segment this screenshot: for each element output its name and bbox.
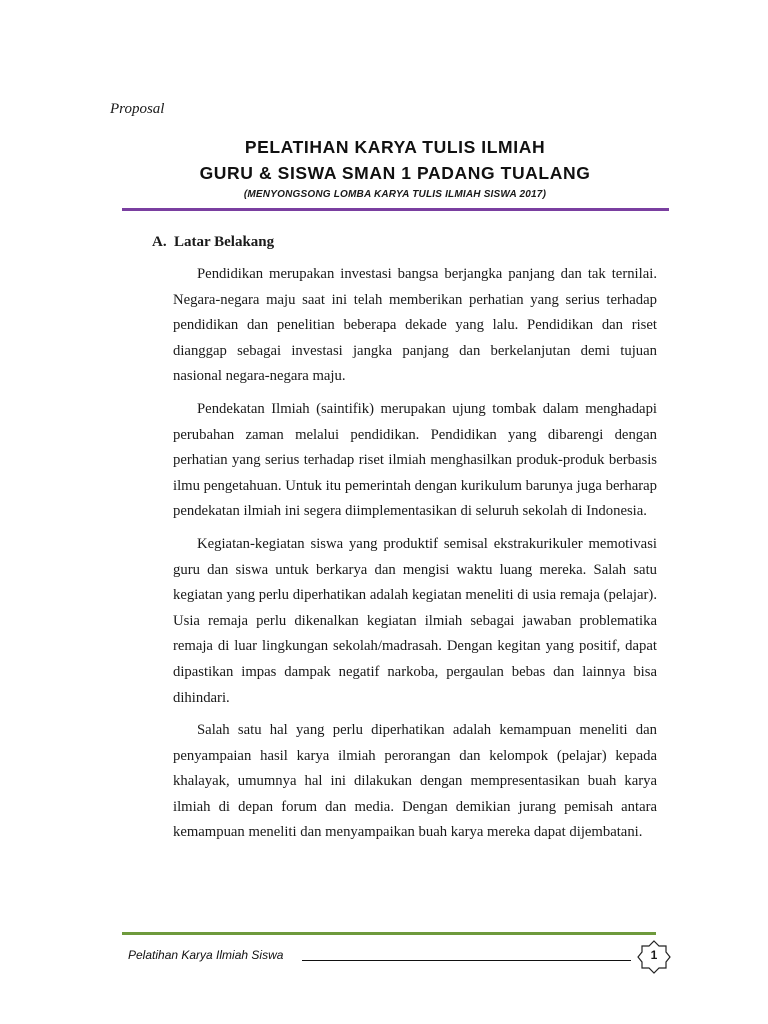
document-subtitle: (MENYONGSONG LOMBA KARYA TULIS ILMIAH SISWA 2017) [243,189,547,200]
document-type-label: Proposal [110,101,165,117]
page-number: 1 [650,948,658,962]
footer-title: Pelatihan Karya Ilmiah Siswa [128,948,284,962]
title-block [120,134,670,203]
section-marker: A. [152,234,167,250]
paragraph-1: Pendidikan merupakan investasi bangsa berjangka panjang dan tak ternilai. Negara-negara maju saat ini telah memberikan perhatian yang serius terhadap pendidikan dan penelitian beberapa dekade yang lalu. Pendidikan dan riset dianggap sebagai investasi jangka panjang dan berkelanjutan demi tujuan nasional negara-negara maju. [173,266,657,385]
section-body [173,262,657,853]
document-title-line-2: GURU & SISWA SMAN 1 PADANG TUALANG [199,163,591,183]
section-heading [152,234,274,251]
document-title-line-1: PELATIHAN KARYA TULIS ILMIAH [244,137,546,157]
page-number-badge [637,940,671,974]
paragraph-2: Pendekatan Ilmiah (saintifik) merupakan ujung tombak dalam menghadapi perubahan zaman melalui pendidikan. Pendidikan yang dibarengi dengan perhatian yang serius terhadap riset ilmiah menghasilkan produk-produk berbasis ilmu pengetahuan. Untuk itu pemerintah dengan kurikulum barunya juga berharap pendekatan ilmiah ini segera diimplementasikan di seluruh sekolah di Indonesia. [173,400,657,520]
paragraph-3: Kegiatan-kegiatan siswa yang produktif semisal ekstrakurikuler memotivasi guru dan siswa untuk berkarya dan mengisi waktu luang mereka. Salah satu kegiatan yang perlu diperhatikan adalah kegiatan meneliti di usia remaja (pelajar). Usia remaja perlu dikenalkan kegiatan ilmiah sebagai jawaban problematika remaja di luar lingkungan sekolah/madrasah. Dengan kegitan yang positif, dapat dipastikan impas dampak negatif narkoba, pergaulan bebas dan lainnya bisa dihindari. [173,535,657,706]
paragraph-4: Salah satu hal yang perlu diperhatikan adalah kemampuan meneliti dan penyampaian hasil karya ilmiah perorangan dan kelompok (pelajar) kepada khalayak, umumnya hal ini dilakukan dengan mempresentasikan buah karya ilmiah di depan forum dan media. Dengan demikian jurang pemisah antara kemampuan meneliti dan menyampaikan buah karya mereka dapat dijembatani. [173,722,657,841]
header-divider [122,208,669,211]
section-title: Latar Belakang [174,234,275,250]
footer-divider [122,932,656,935]
footer-underline [302,960,631,961]
